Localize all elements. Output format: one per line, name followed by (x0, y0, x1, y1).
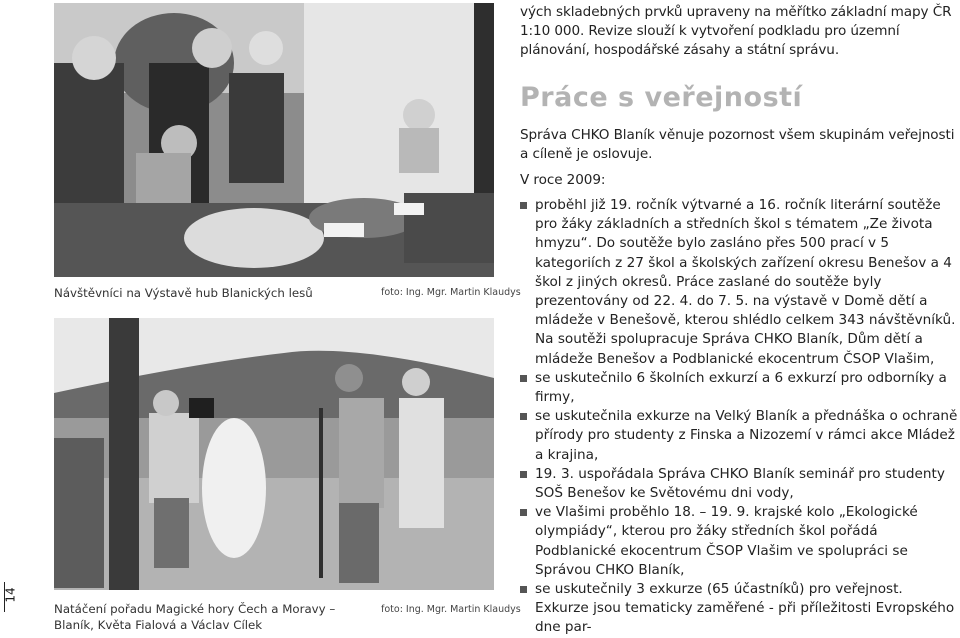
year-label: V roce 2009: (520, 172, 606, 188)
photo-mushroom-exhibition (54, 3, 494, 277)
list-item: se uskutečnila exkurze na Velký Blaník a přednáška o ochraně přírody pro studenty z Finska a Nizozemí v rámci akce Mládež a krajina, (520, 407, 960, 465)
bullet-square-icon (520, 509, 527, 516)
photo-filming (54, 318, 494, 590)
page-number: 14 (4, 582, 19, 612)
bullet-square-icon (520, 413, 527, 420)
photo1-caption: Návštěvníci na Výstavě hub Blanických lesů (54, 286, 313, 300)
bullet-square-icon (520, 471, 527, 478)
list-item: se uskutečnily 3 exkurze (65 účastníků) pro veřejnost. Exkurze jsou tematicky zaměřené - při příležitosti Evropského dne par- (520, 580, 960, 638)
photo2-caption: Natáčení pořadu Magické hory Čech a Moravy – Blaník, Květa Fialová a Václav Cílek (54, 602, 336, 632)
list-item: se uskutečnilo 6 školních exkurzí a 6 exkurzí pro odborníky a firmy, (520, 369, 960, 407)
continued-paragraph: vých skladebných prvků upraveny na měřítko základní mapy ČR 1:10 000. Revize slouží k vytvoření podkladu pro územní plánování, hospodářské zásahy a státní správu. (520, 4, 952, 59)
photo2-credit: foto: Ing. Mgr. Martin Klaudys (381, 604, 521, 615)
bullet-square-icon (520, 202, 527, 209)
intro-paragraph: Správa CHKO Blaník věnuje pozornost všem skupinám veřejnosti a cíleně je oslovuje. (520, 127, 955, 163)
list-item: 19. 3. uspořádala Správa CHKO Blaník seminář pro studenty SOŠ Benešov ke Světovému dni vody, (520, 465, 960, 503)
list-item: proběhl již 19. ročník výtvarné a 16. ročník literární soutěže pro žáky základních a středních škol s tématem „Ze života hmyzu“. Do soutěže bylo zasláno přes 500 prací v 5 kategoriích z 27 škol a školských zařízení okresu Benešov a 4 škol z jiných okresů. Práce zaslané do soutěže byly prezentovány od 22. 4. do 7. 5. na výstavě v Domě dětí a mládeže v Benešově, kterou shlédlo celkem 343 návštěvníků. Na soutěži spolupracuje Správa CHKO Blaník, Dům dětí a mládeže Benešov a Podblanické ekocentrum ČSOP Vlašim, (520, 196, 960, 369)
activity-list (520, 196, 960, 638)
bullet-square-icon (520, 586, 527, 593)
photo1-credit: foto: Ing. Mgr. Martin Klaudys (381, 287, 521, 298)
list-item: ve Vlašimi proběhlo 18. – 19. 9. krajské kolo „Ekologické olympiády“, kterou pro žáky středních škol pořádá Podblanické ekocentrum ČSOP Vlašim ve spolupráci se Správou CHKO Blaník, (520, 503, 960, 580)
bullet-square-icon (520, 375, 527, 382)
section-heading: Práce s veřejností (520, 82, 803, 113)
